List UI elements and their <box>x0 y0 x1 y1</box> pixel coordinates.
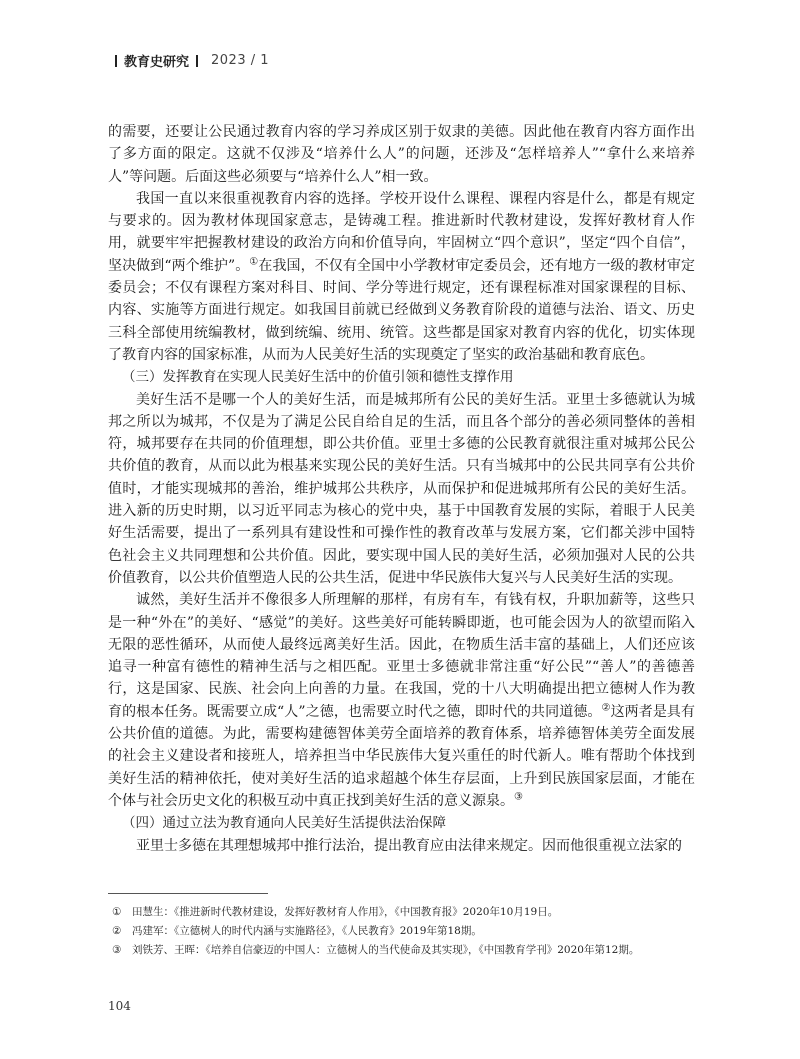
footnote-divider <box>108 893 268 894</box>
footnote-number: ① <box>112 906 122 918</box>
footnote-item <box>112 903 692 922</box>
header-bar-left <box>115 55 117 67</box>
paragraph: 亚里士多德在其理想城邦中推行法治，提出教育应由法律来规定。因而他很重视立法家的 <box>136 837 682 854</box>
footnote-number: ② <box>112 925 122 937</box>
article-body <box>108 121 695 857</box>
footnote-ref[interactable]: ③ <box>514 791 523 803</box>
footnote-item <box>112 922 692 941</box>
footnote-item <box>112 941 692 960</box>
footnote-ref[interactable]: ① <box>249 256 259 268</box>
page-number: 104 <box>108 999 131 1013</box>
footnote-number: ③ <box>112 944 122 956</box>
footnotes <box>112 903 692 960</box>
section-heading: （三）发挥教育在实现人民美好生活中的价值引领和德性支撑作用 <box>122 369 514 386</box>
footnote-ref[interactable]: ② <box>601 702 611 714</box>
journal-title: 教育史研究 <box>124 55 190 70</box>
running-header <box>115 51 269 70</box>
footnote-text: 冯建军：《立德树人的时代内涵与实施路径》，《人民教育》2019年第18期。 <box>132 925 482 937</box>
paragraph: 美好生活不是哪一个人的美好生活，而是城邦所有公民的美好生活。亚里士多德就认为城邦之所以为城邦，不仅是为了满足公民自给自足的生活，而且各个部分的善必须同整体的善相符，城邦要存在共同的价值理想，即公共价值。亚里士多德的公民教育就很注重对城邦公民公共价值的教育，从而以此为根基来实现公民的美好生活。只有当城邦中的公民共同享有公共价值时，才能实现城邦的善治，维护城邦公共秩序，从而保护和促进城邦所有公民的美好生活。进入新的历史时期，以习近平同志为核心的党中央，基于中国教育发展的实际，着眼于人民美好生活需要，提出了一系列具有建设性和可操作性的教育改革与发展方案，它们都关涉中国特色社会主义共同理想和公共价值。因此，要实现中国人民的美好生活，必须加强对人民的公共价值教育，以公共价值塑造人民的公共生活，促进中华民族伟大复兴与人民美好生活的实现。 <box>108 391 695 586</box>
section-heading: （四）通过立法为教育通向人民美好生活提供法治保障 <box>122 815 446 832</box>
paragraph: 我国一直以来很重视教育内容的选择。学校开设什么课程、课程内容是什么，都是有规定与要求的。因为教材体现国家意志，是铸魂工程。推进新时代教材建设，发挥好教材育人作用，就要牢牢把握教材建设的政治方向和价值导向，牢固树立“四个意识”，坚定“四个自信”，坚决做到“两个维护”。①在我国，不仅有全国中小学教材审定委员会，还有地方一级的教材审定委员会；不仅有课程方案对科目、时间、学分等进行规定，还有课程标准对国家课程的目标、内容、实施等方面进行规定。如我国目前就已经做到义务教育阶段的道德与法治、语文、历史三科全部使用统编教材，做到统编、统用、统管。这些都是国家对教育内容的优化，切实体现了教育内容的国家标准，从而为人民美好生活的实现奠定了坚实的政治基础和教育底色。 <box>108 190 696 363</box>
paragraph: 诚然，美好生活并不像很多人所理解的那样，有房有车，有钱有权，升职加薪等，这些只是一种“外在”的美好、“感觉”的美好。这些美好可能转瞬即逝，也可能会因为人的欲望而陷入无限的恶性循环，从而使人最终远离美好生活。因此，在物质生活丰富的基础上，人们还应该追寻一种富有德性的精神生活与之相匹配。亚里士多德就非常注重“好公民”“善人”的善德善行，这是国家、民族、社会向上向善的力量。在我国，党的十八大明确提出把立德树人作为教育的根本任务。既需要立成“人”之德，也需要立时代之德，即时代的共同道德。②这两者是具有公共价值的道德。为此，需要构建德智体美劳全面培养的教育体系，培养德智体美劳全面发展的社会主义建设者和接班人，培养担当中华民族伟大复兴重任的时代新人。唯有帮助个体找到美好生活的精神依托，使对美好生活的追求超越个体生存层面，上升到民族国家层面，才能在个体与社会历史文化的积极互动中真正找到美好生活的意义源泉。③ <box>108 592 696 809</box>
footnote-text: 刘铁芳、王晖：《培养自信豪迈的中国人：立德树人的当代使命及其实现》，《中国教育学刊》2020年第12期。 <box>132 944 640 956</box>
header-bar-right <box>196 55 198 67</box>
footnote-text: 田慧生：《推进新时代教材建设，发挥好教材育人作用》，《中国教育报》2020年10月19日。 <box>132 906 559 918</box>
paragraph: 的需要，还要让公民通过教育内容的学习养成区别于奴隶的美德。因此他在教育内容方面作出了多方面的限定。这就不仅涉及“培养什么人”的问题，还涉及“怎样培养人”“拿什么来培养人”等问题。后面这些必须要与“培养什么人”相一致。 <box>108 124 695 185</box>
issue-label: 2023 / 1 <box>211 53 270 68</box>
